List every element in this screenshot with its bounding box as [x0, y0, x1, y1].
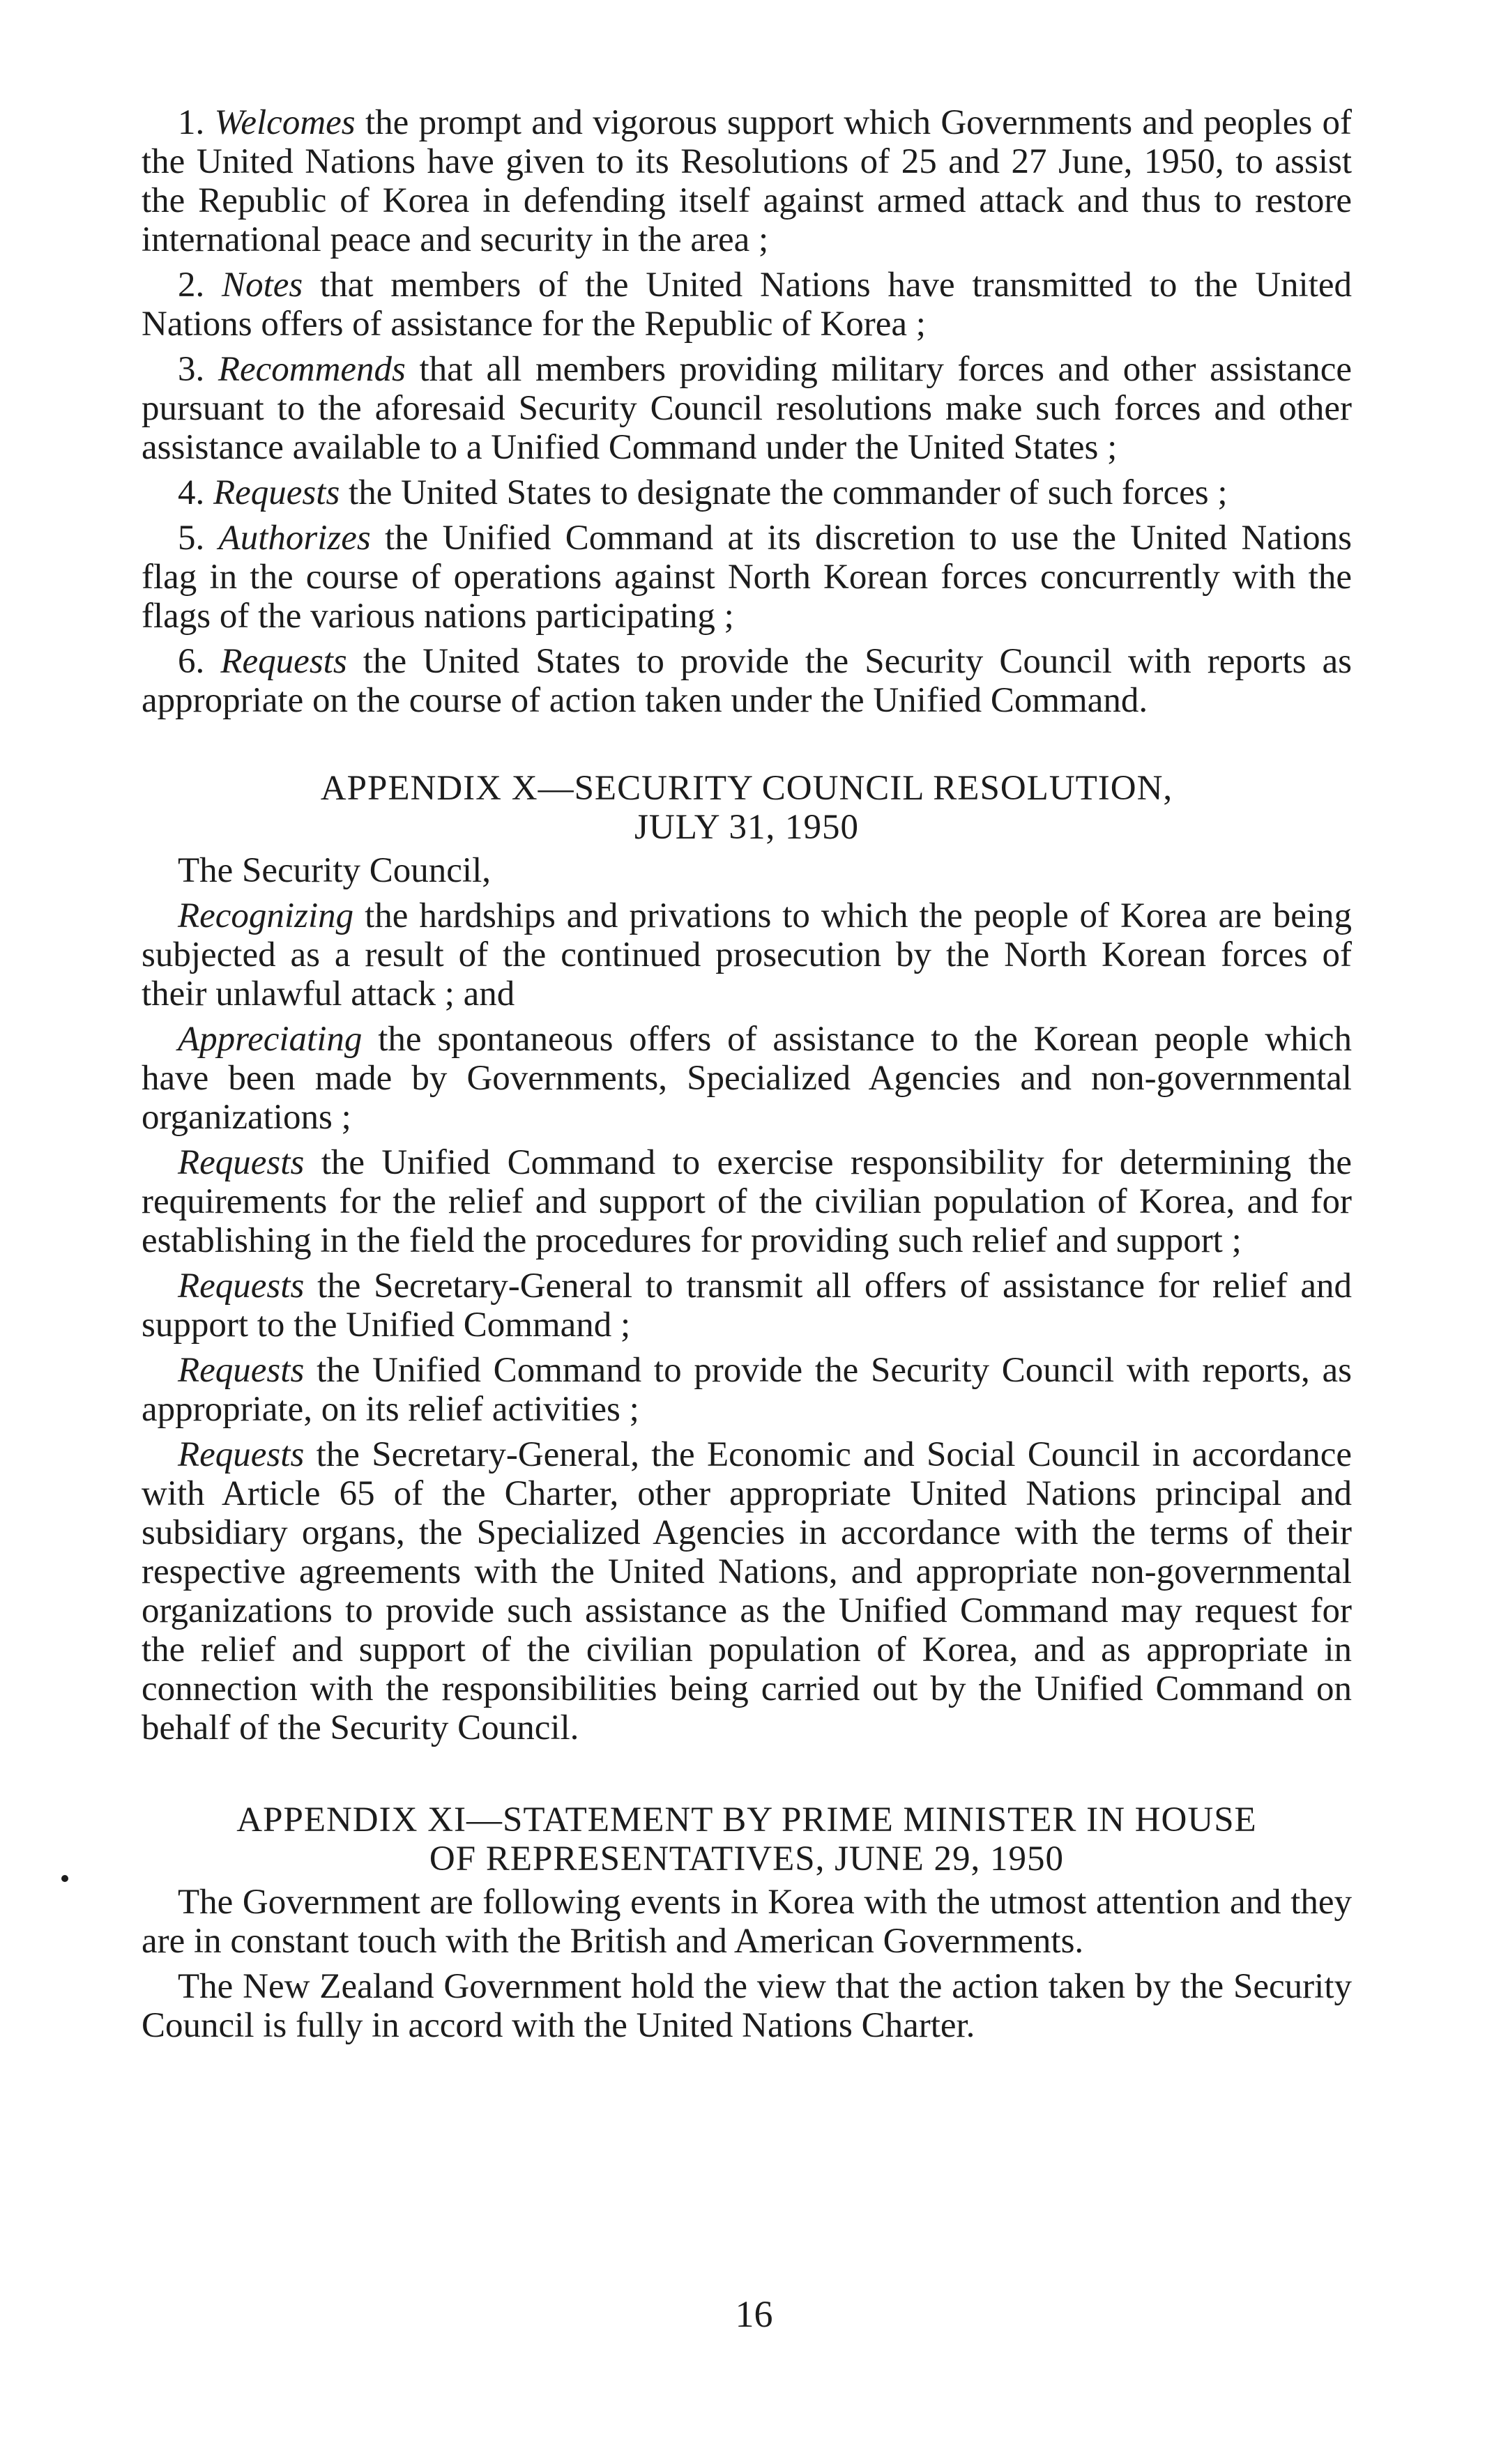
paragraph-text: the Unified Command to exercise responsibility for determining the requirements for the relief and support of the civilian population of Korea, and for establishing in the field the procedures for providing such relief and support ; [142, 1143, 1353, 1260]
clause-text: the United States to designate the commander of such forces ; [349, 473, 1228, 512]
paragraph-keyword: Appreciating [178, 1020, 363, 1059]
clause-keyword: Notes [222, 266, 303, 305]
clause-keyword: Welcomes [214, 103, 356, 142]
clause-3: 3. Recommends that all members providing military forces and other assistance pursuant to the aforesaid Security Council resolutions make such forces and other assistance available to a Unified Command under the United States ; [142, 350, 1353, 467]
page-number: 16 [735, 2293, 773, 2335]
clause-5: 5. Authorizes the Unified Command at its discretion to use the United Nations flag in the course of operations against North Korean forces concurrently with the flags of the various nations participating ; [142, 519, 1353, 636]
appendix-x-heading-line-2: JULY 31, 1950 [634, 808, 859, 847]
paragraph-text: the Unified Command to provide the Security Council with reports, as appropriate, on its relief activities ; [142, 1351, 1352, 1429]
clause-text: that members of the United Nations have transmitted to the United Nations offers of assistance for the Republic of Korea ; [142, 266, 1353, 344]
appendix-x-paragraph [142, 1020, 1352, 1137]
appendix-x-body [142, 896, 1352, 1747]
clause-text: the United States to provide the Security Council with reports as appropriate on the course of action taken under the Unified Command. [142, 642, 1353, 720]
clause-1: 1. Welcomes the prompt and vigorous support which Governments and peoples of the United Nations have given to its Resolutions of 25 and 27 June, 1950, to assist the Republic of Korea in defending itself against armed attack and thus to restore international peace and security in the area ; [142, 103, 1352, 259]
appendix-xi-heading [142, 1800, 1352, 1878]
clause-keyword: Authorizes [218, 519, 371, 558]
appendix-x-paragraph [142, 896, 1352, 1013]
clause-2: 2. Notes that members of the United Nations have transmitted to the United Nations offers of assistance for the Republic of Korea ; [142, 266, 1353, 344]
paragraph-keyword: Requests [178, 1351, 305, 1390]
clause-keyword: Requests [213, 473, 340, 512]
appendix-x-heading [142, 769, 1352, 847]
page-body [142, 103, 1352, 2051]
paragraph-keyword: Requests [178, 1435, 305, 1474]
resolution-clauses [142, 103, 1352, 720]
clause-keyword: Recommends [218, 350, 406, 389]
clause-text: the Unified Command at its discretion to use the United Nations flag in the course of operations against North Korean forces concurrently with the flags of the various nations participating ; [142, 519, 1353, 636]
appendix-x-paragraph [142, 1143, 1352, 1260]
appendix-xi-heading-line-1: APPENDIX XI—STATEMENT BY PRIME MINISTER IN HOUSE [236, 1800, 1257, 1839]
paragraph-keyword: Requests [178, 1267, 305, 1306]
appendix-xi-heading-line-2: OF REPRESENTATIVES, JUNE 29, 1950 [429, 1839, 1065, 1878]
appendix-xi-body [142, 1883, 1352, 2045]
appendix-x-salutation: The Security Council, [178, 851, 491, 890]
clause-6: 6. Requests the United States to provide the Security Council with reports as appropriate on the course of action taken under the Unified Command. [142, 642, 1353, 720]
clause-keyword: Requests [220, 642, 347, 681]
appendix-x-paragraph [142, 1267, 1352, 1345]
appendix-x-heading-line-1: APPENDIX X—SECURITY COUNCIL RESOLUTION, [320, 769, 1173, 808]
clause-text: that all members providing military forces and other assistance pursuant to the aforesaid Security Council resolutions make such forces and other assistance available to a Unified Command under the United States ; [142, 350, 1353, 467]
clause-text: the prompt and vigorous support which Governments and peoples of the United Nations have given to its Resolutions of 25 and 27 June, 1950, to assist the Republic of Korea in defending itself against armed attack and thus to restore international peace and security in the area ; [142, 103, 1352, 259]
paragraph-keyword: Recognizing [178, 896, 354, 935]
appendix-xi-paragraph: The Government are following events in Korea with the utmost attention and they are in constant touch with the British and American Governments. [142, 1883, 1352, 1961]
paragraph-keyword: Requests [178, 1143, 305, 1182]
paragraph-text: the Secretary-General, the Economic and Social Council in accordance with Article 65 of the Charter, other appropriate United Nations principal and subsidiary organs, the Specialized Agencies in accordance with the terms of their respective agreements with the United Nations, and appropriate non-governmental organizations to provide such assistance as the Unified Command may request for the relief and support of the civilian population of Korea, and as appropriate in connection with the responsibilities being carried out by the Unified Command on behalf of the Security Council. [142, 1435, 1352, 1747]
paragraph-text: the spontaneous offers of assistance to the Korean people which have been made by Governments, Specialized Agencies and non-governmental organizations ; [142, 1020, 1352, 1137]
margin-dot-mark [61, 1875, 68, 1882]
appendix-x-paragraph [142, 1351, 1352, 1429]
appendix-x-paragraph [142, 1435, 1352, 1747]
clause-4: 4. Requests the United States to designate the commander of such forces ; [178, 473, 1228, 512]
appendix-xi-paragraph: The New Zealand Government hold the view that the action taken by the Security Council is fully in accord with the United Nations Charter. [142, 1967, 1352, 2045]
paragraph-text: the Secretary-General to transmit all offers of assistance for relief and support to the Unified Command ; [142, 1267, 1352, 1345]
paragraph-text: the hardships and privations to which the people of Korea are being subjected as a result of the continued prosecution by the North Korean forces of their unlawful attack ; and [142, 896, 1353, 1013]
